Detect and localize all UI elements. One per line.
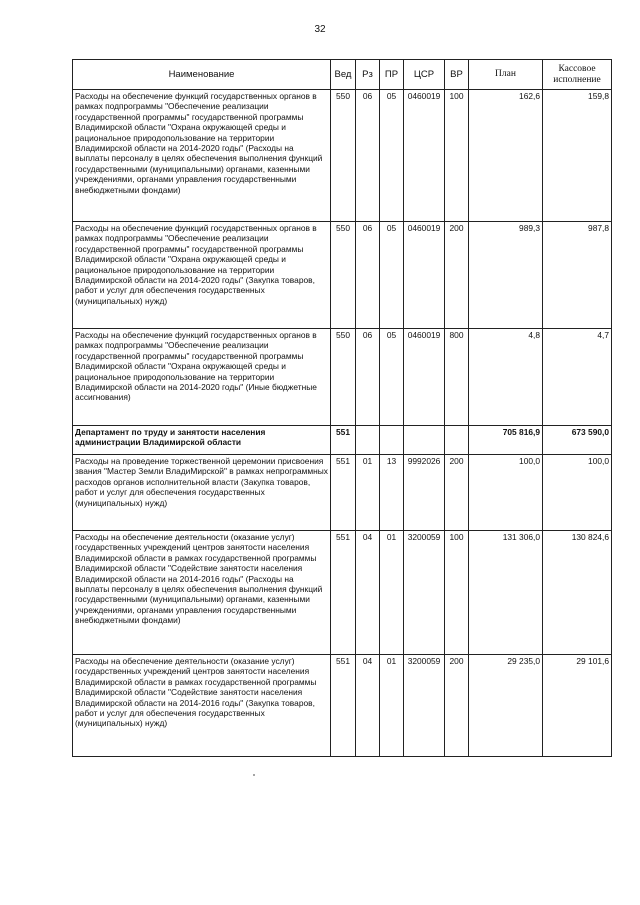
row-pr	[380, 426, 404, 455]
row-kassa: 673 590,0	[543, 426, 612, 455]
row-pr: 05	[380, 222, 404, 329]
scan-speck	[253, 774, 255, 776]
header-csr: ЦСР	[404, 60, 445, 90]
row-ved: 550	[331, 222, 356, 329]
row-rz: 06	[356, 222, 380, 329]
row-plan: 29 235,0	[469, 655, 543, 757]
row-kassa: 100,0	[543, 455, 612, 531]
row-kassa: 29 101,6	[543, 655, 612, 757]
table-row	[73, 455, 612, 531]
header-kassa: Кассовое исполнение	[543, 60, 612, 90]
row-csr: 0460019	[404, 329, 445, 426]
row-csr: 9992026	[404, 455, 445, 531]
table-row	[73, 222, 612, 329]
row-csr	[404, 426, 445, 455]
row-vr: 200	[445, 455, 469, 531]
row-ved: 550	[331, 90, 356, 222]
table-row-department	[73, 426, 612, 455]
row-vr: 800	[445, 329, 469, 426]
row-kassa: 159,8	[543, 90, 612, 222]
row-name: Расходы на обеспечение деятельности (оказание услуг) государственных учреждений центров занятости населения Владимирской области в рамках государственной программы Владимирской области "Содействие занятости населения Владимирской области на 2014-2016 годы" (Закупка товаров, работ и услуг для обеспечения государственных (муниципальных) нужд)	[73, 655, 331, 757]
table-row	[73, 90, 612, 222]
row-csr: 3200059	[404, 531, 445, 655]
row-rz	[356, 426, 380, 455]
row-name: Департамент по труду и занятости населения администрации Владимирской области	[73, 426, 331, 455]
row-vr: 100	[445, 90, 469, 222]
header-plan: План	[469, 60, 543, 90]
row-name: Расходы на обеспечение функций государственных органов в рамках подпрограммы "Обеспечение реализации государственной программы" государственной программы Владимирской области "Охрана окружающей среды и рациональное природопользование на территории Владимирской области на 2014-2020 годы" (Расходы на выплаты персоналу в целях обеспечения выполнения функций государственными (муниципальными) органами, казенными учреждениями, органами управления государственными внебюджетными фондами)	[73, 90, 331, 222]
row-csr: 0460019	[404, 222, 445, 329]
row-name: Расходы на проведение торжественной церемонии присвоения звания "Мастер Земли ВладиМирской" в рамках непрограммных расходов органов исполнительной власти (Закупка товаров, работ и услуг для обеспечения государственных (муниципальных) нужд)	[73, 455, 331, 531]
row-ved: 550	[331, 329, 356, 426]
row-rz: 04	[356, 531, 380, 655]
row-pr: 01	[380, 655, 404, 757]
row-vr	[445, 426, 469, 455]
row-plan: 100,0	[469, 455, 543, 531]
row-name: Расходы на обеспечение деятельности (оказание услуг) государственных учреждений центров занятости населения Владимирской области в рамках государственной программы Владимирской области "Содействие занятости населения Владимирской области на 2014-2016 годы" (Расходы на выплаты персоналу в целях обеспечения выполнения функций государственными (муниципальными) органами, казенными учреждениями, органами управления государственными внебюджетными фондами)	[73, 531, 331, 655]
row-plan: 705 816,9	[469, 426, 543, 455]
row-ved: 551	[331, 655, 356, 757]
row-plan: 162,6	[469, 90, 543, 222]
page-number: 32	[314, 24, 326, 35]
row-vr: 200	[445, 655, 469, 757]
row-name: Расходы на обеспечение функций государственных органов в рамках подпрограммы "Обеспечение реализации государственной программы" государственной программы Владимирской области "Охрана окружающей среды и рациональное природопользование на территории Владимирской области на 2014-2020 годы" (Закупка товаров, работ и услуг для обеспечения государственных (муниципальных) нужд)	[73, 222, 331, 329]
row-pr: 13	[380, 455, 404, 531]
row-ved: 551	[331, 531, 356, 655]
row-kassa: 130 824,6	[543, 531, 612, 655]
row-name: Расходы на обеспечение функций государственных органов в рамках подпрограммы "Обеспечение реализации государственной программы" государственной программы Владимирской области "Охрана окружающей среды и рациональное природопользование на территории Владимирской области на 2014-2020 годы" (Иные бюджетные ассигнования)	[73, 329, 331, 426]
table-row	[73, 329, 612, 426]
row-pr: 05	[380, 90, 404, 222]
budget-table	[72, 59, 612, 757]
row-plan: 4,8	[469, 329, 543, 426]
row-plan: 989,3	[469, 222, 543, 329]
header-pr: ПР	[380, 60, 404, 90]
row-pr: 01	[380, 531, 404, 655]
header-rz: Рз	[356, 60, 380, 90]
row-pr: 05	[380, 329, 404, 426]
row-csr: 0460019	[404, 90, 445, 222]
row-ved: 551	[331, 455, 356, 531]
header-name: Наименование	[73, 60, 331, 90]
row-csr: 3200059	[404, 655, 445, 757]
header-vr: ВР	[445, 60, 469, 90]
row-rz: 06	[356, 329, 380, 426]
table-row	[73, 655, 612, 757]
row-plan: 131 306,0	[469, 531, 543, 655]
table-header-row	[73, 60, 612, 90]
row-kassa: 4,7	[543, 329, 612, 426]
row-rz: 06	[356, 90, 380, 222]
row-kassa: 987,8	[543, 222, 612, 329]
row-vr: 200	[445, 222, 469, 329]
header-ved: Вед	[331, 60, 356, 90]
row-vr: 100	[445, 531, 469, 655]
row-rz: 04	[356, 655, 380, 757]
row-rz: 01	[356, 455, 380, 531]
table-row	[73, 531, 612, 655]
row-ved: 551	[331, 426, 356, 455]
